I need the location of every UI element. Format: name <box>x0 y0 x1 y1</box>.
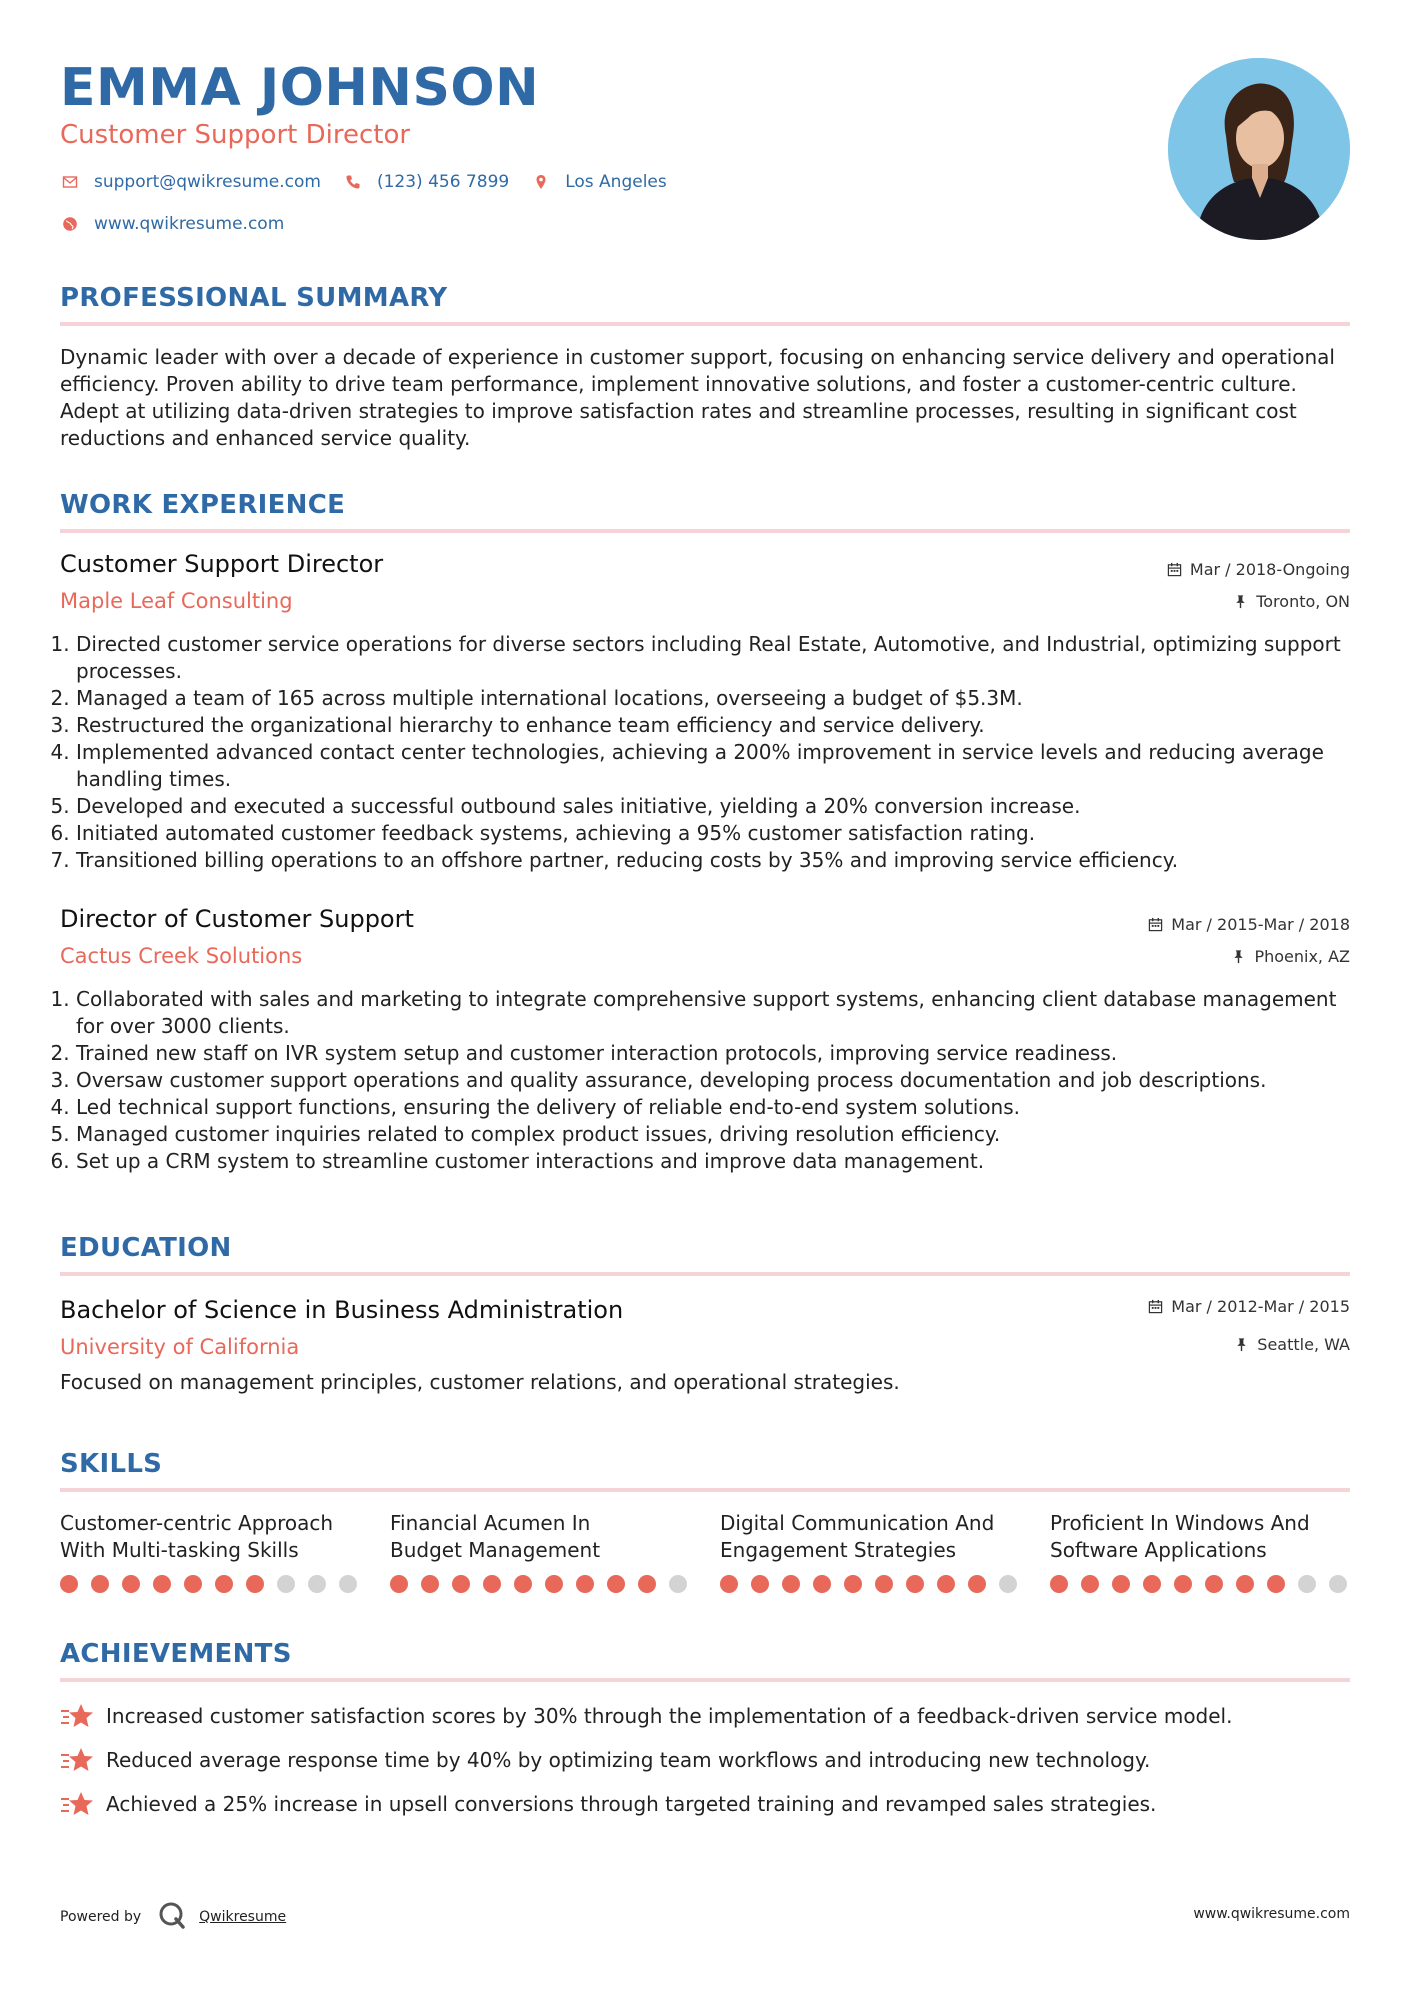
job-title: Director of Customer Support <box>60 905 414 933</box>
education-dates <box>1148 1297 1350 1316</box>
rating-dot-filled <box>91 1575 109 1593</box>
phone-text[interactable]: (123) 456 7899 <box>376 172 510 192</box>
rating-dot-filled <box>421 1575 439 1593</box>
skill-item <box>720 1510 1020 1564</box>
list-item: 3. Restructured the organizational hierarchy to enhance team efficiency and service delivery. <box>76 712 1356 739</box>
education-description: Focused on management principles, customer relations, and operational strategies. <box>60 1370 900 1394</box>
job-dates-text: Mar / 2018-Ongoing <box>1189 560 1350 579</box>
education-dates-text: Mar / 2012-Mar / 2015 <box>1171 1297 1350 1316</box>
rating-dot-filled <box>122 1575 140 1593</box>
rating-dot-filled <box>1050 1575 1068 1593</box>
star-icon <box>60 1790 94 1818</box>
powered-by-label: Powered by <box>60 1909 142 1925</box>
section-divider <box>60 322 1350 326</box>
rating-dot-filled <box>906 1575 924 1593</box>
skill-rating <box>720 1575 1030 1593</box>
candidate-name: EMMA JOHNSON <box>60 58 540 118</box>
skill-item <box>60 1510 360 1564</box>
rating-dot-filled <box>1267 1575 1285 1593</box>
school-name: University of California <box>60 1335 300 1359</box>
profile-photo <box>1168 58 1350 240</box>
candidate-role: Customer Support Director <box>60 120 411 150</box>
email-link[interactable]: support@qwikresume.com <box>94 172 321 192</box>
rating-dot-filled <box>638 1575 656 1593</box>
rating-dot-filled <box>153 1575 171 1593</box>
globe-icon <box>60 216 80 232</box>
skill-label-line: Proficient In Windows And <box>1050 1511 1310 1535</box>
rating-dot-filled <box>875 1575 893 1593</box>
footer-website-link[interactable]: www.qwikresume.com <box>1193 1906 1350 1922</box>
achievement-text: Reduced average response time by 40% by optimizing team workflows and introducing new technology. <box>106 1748 1151 1772</box>
rating-dot-empty <box>669 1575 687 1593</box>
rating-dot-filled <box>246 1575 264 1593</box>
rating-dot-filled <box>184 1575 202 1593</box>
list-item: 3. Oversaw customer support operations and quality assurance, developing process documentation and job descriptions. <box>76 1067 1356 1094</box>
section-divider <box>60 1678 1350 1682</box>
rating-dot-filled <box>720 1575 738 1593</box>
job-dates <box>1167 560 1350 579</box>
rating-dot-filled <box>1143 1575 1161 1593</box>
location-pin-icon <box>531 174 551 190</box>
rating-dot-filled <box>514 1575 532 1593</box>
list-item: 1. Directed customer service operations for diverse sectors including Real Estate, Automotive, and Industrial, optimizing support processes. <box>76 631 1356 685</box>
list-item: 4. Implemented advanced contact center technologies, achieving a 200% improvement in service levels and reducing average handling times. <box>76 739 1356 793</box>
achievement-text: Achieved a 25% increase in upsell conversions through targeted training and revamped sales strategies. <box>106 1792 1157 1816</box>
list-item: 6. Set up a CRM system to streamline customer interactions and improve data management. <box>76 1148 1356 1175</box>
star-icon <box>60 1702 94 1730</box>
pushpin-icon <box>1231 949 1246 964</box>
achievement-item <box>60 1702 1232 1730</box>
company-name: Cactus Creek Solutions <box>60 944 303 968</box>
summary-heading: PROFESSIONAL SUMMARY <box>60 283 448 313</box>
rating-dot-empty <box>277 1575 295 1593</box>
job-location-text: Toronto, ON <box>1256 592 1350 611</box>
rating-dot-empty <box>1329 1575 1347 1593</box>
location-text: Los Angeles <box>565 172 667 192</box>
calendar-icon <box>1167 562 1182 577</box>
rating-dot-filled <box>968 1575 986 1593</box>
company-name: Maple Leaf Consulting <box>60 589 293 613</box>
list-item: 4. Led technical support functions, ensuring the delivery of reliable end-to-end system solutions. <box>76 1094 1356 1121</box>
list-item: 5. Developed and executed a successful outbound sales initiative, yielding a 20% conversion increase. <box>76 793 1356 820</box>
job-dates-text: Mar / 2015-Mar / 2018 <box>1171 915 1350 934</box>
website-link[interactable]: www.qwikresume.com <box>94 214 285 234</box>
rating-dot-filled <box>844 1575 862 1593</box>
skill-rating <box>390 1575 700 1593</box>
achievements-heading: ACHIEVEMENTS <box>60 1639 292 1669</box>
qwikresume-brand-link[interactable]: Qwikresume <box>199 1909 287 1925</box>
calendar-icon <box>1148 917 1163 932</box>
qwikresume-logo-icon <box>157 1900 187 1934</box>
degree-title: Bachelor of Science in Business Administration <box>60 1296 624 1324</box>
contact-row-secondary <box>60 214 306 234</box>
phone-icon <box>343 174 363 190</box>
rating-dot-filled <box>1205 1575 1223 1593</box>
rating-dot-filled <box>782 1575 800 1593</box>
job-title: Customer Support Director <box>60 550 384 578</box>
contact-row-primary <box>60 172 689 192</box>
skill-rating <box>1050 1575 1360 1593</box>
job-achievements-list <box>54 986 1356 1175</box>
list-item: 1. Collaborated with sales and marketing to integrate comprehensive support systems, enhancing client database management for over 3000 clients. <box>76 986 1356 1040</box>
section-divider <box>60 529 1350 533</box>
rating-dot-filled <box>1236 1575 1254 1593</box>
education-location <box>1234 1335 1350 1354</box>
skills-heading: SKILLS <box>60 1449 163 1479</box>
achievement-item <box>60 1790 1156 1818</box>
education-heading: EDUCATION <box>60 1233 232 1263</box>
resume-page <box>60 0 1350 1990</box>
job-achievements-list <box>54 631 1356 874</box>
list-item: 5. Managed customer inquiries related to complex product issues, driving resolution efficiency. <box>76 1121 1356 1148</box>
calendar-icon <box>1148 1299 1163 1314</box>
skill-label-line: Software Applications <box>1050 1538 1267 1562</box>
skill-label-line: Digital Communication And <box>720 1511 995 1535</box>
rating-dot-filled <box>1081 1575 1099 1593</box>
achievement-item <box>60 1746 1150 1774</box>
rating-dot-filled <box>215 1575 233 1593</box>
rating-dot-empty <box>1298 1575 1316 1593</box>
skill-label-line: Financial Acumen In <box>390 1511 591 1535</box>
job-location <box>1233 592 1350 611</box>
envelope-icon <box>60 174 80 190</box>
rating-dot-empty <box>308 1575 326 1593</box>
experience-heading: WORK EXPERIENCE <box>60 490 346 520</box>
rating-dot-empty <box>999 1575 1017 1593</box>
summary-text: Dynamic leader with over a decade of experience in customer support, focusing on enhancing service delivery and operational efficiency. Proven ability to drive team performance, implement innovative solutions, and foster a customer-centric culture. Adept at utilizing data-driven strategies to improve satisfaction rates and streamline processes, resulting in significant cost reductions and enhanced service quality. <box>60 345 1335 450</box>
job-dates <box>1148 915 1350 934</box>
list-item: 7. Transitioned billing operations to an offshore partner, reducing costs by 35% and improving service efficiency. <box>76 847 1356 874</box>
rating-dot-filled <box>483 1575 501 1593</box>
skill-item <box>1050 1510 1350 1564</box>
skill-label-line: Budget Management <box>390 1538 601 1562</box>
rating-dot-filled <box>1174 1575 1192 1593</box>
skill-label-line: With Multi-tasking Skills <box>60 1538 299 1562</box>
job-location-text: Phoenix, AZ <box>1254 947 1350 966</box>
rating-dot-filled <box>751 1575 769 1593</box>
section-divider <box>60 1272 1350 1276</box>
skill-label-line: Engagement Strategies <box>720 1538 957 1562</box>
list-item: 2. Trained new staff on IVR system setup and customer interaction protocols, improving service readiness. <box>76 1040 1356 1067</box>
skill-label-line: Customer-centric Approach <box>60 1511 334 1535</box>
rating-dot-filled <box>576 1575 594 1593</box>
section-divider <box>60 1488 1350 1492</box>
list-item: 2. Managed a team of 165 across multiple international locations, overseeing a budget of $5.3M. <box>76 685 1356 712</box>
rating-dot-filled <box>937 1575 955 1593</box>
rating-dot-filled <box>1112 1575 1130 1593</box>
rating-dot-filled <box>60 1575 78 1593</box>
pushpin-icon <box>1233 594 1248 609</box>
rating-dot-filled <box>390 1575 408 1593</box>
star-icon <box>60 1746 94 1774</box>
achievement-text: Increased customer satisfaction scores by 30% through the implementation of a feedback-driven service model. <box>106 1704 1233 1728</box>
education-location-text: Seattle, WA <box>1257 1335 1350 1354</box>
list-item: 6. Initiated automated customer feedback systems, achieving a 95% customer satisfaction rating. <box>76 820 1356 847</box>
pushpin-icon <box>1234 1337 1249 1352</box>
rating-dot-empty <box>339 1575 357 1593</box>
rating-dot-filled <box>452 1575 470 1593</box>
rating-dot-filled <box>813 1575 831 1593</box>
skill-item <box>390 1510 690 1564</box>
skill-rating <box>60 1575 370 1593</box>
rating-dot-filled <box>545 1575 563 1593</box>
job-location <box>1231 947 1350 966</box>
rating-dot-filled <box>607 1575 625 1593</box>
footer-powered-by <box>60 1900 286 1934</box>
